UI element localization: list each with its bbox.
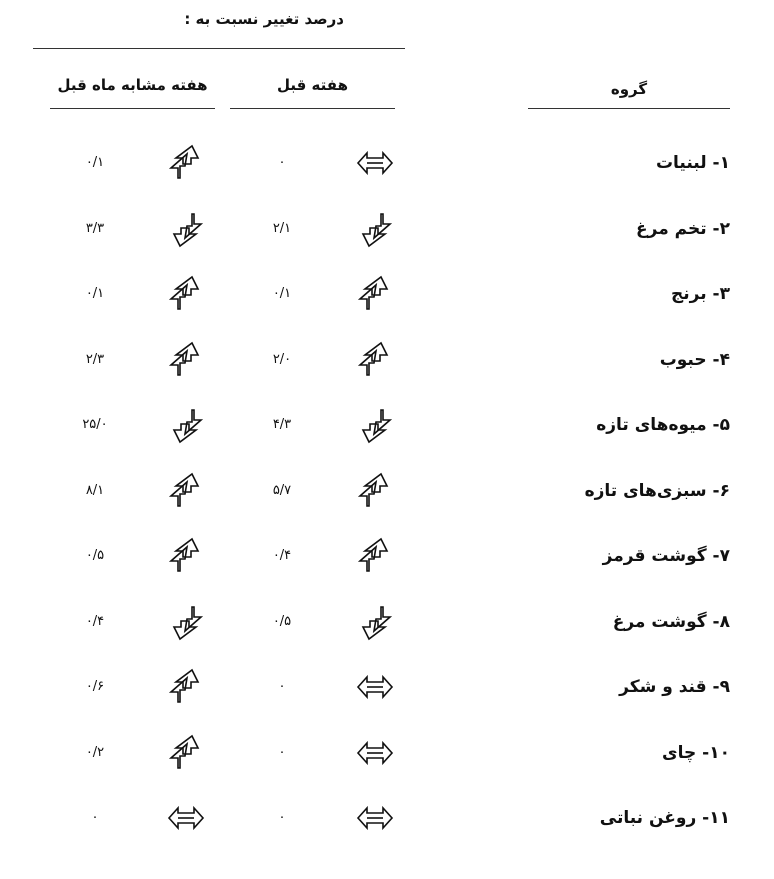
table-row [0, 471, 774, 511]
prev-week-value: ۰/۵ [272, 614, 292, 629]
double-arrow-icon [357, 801, 393, 835]
group-label: ۱۱- روغن نباتی [599, 808, 730, 828]
prev-month-value: ۳/۳ [85, 221, 105, 236]
arrow-down-icon [168, 605, 204, 639]
group-label: ۶- سبزی‌های تازه [584, 481, 730, 501]
prev-week-value: ۰/۱ [272, 286, 292, 301]
col-header-group: گروه [610, 80, 648, 98]
arrow-up-icon [357, 474, 393, 508]
group-label: ۵- میوه‌های تازه [596, 415, 730, 435]
table-row [0, 536, 774, 576]
col-header-prev-week: هفته قبل [277, 76, 348, 94]
prev-week-value: ۴/۳ [272, 417, 292, 432]
prev-week-value: ۵/۷ [272, 483, 292, 498]
arrow-up-icon [357, 539, 393, 573]
arrow-up-icon [168, 474, 204, 508]
group-label: ۴- حبوب [659, 350, 730, 370]
table-row [0, 602, 774, 642]
group-label: ۳- برنج [671, 284, 730, 304]
prev-month-value: ۲/۳ [85, 352, 105, 367]
table-row [0, 340, 774, 380]
prev-month-value: ۸/۱ [85, 483, 105, 498]
arrow-up-icon [168, 277, 204, 311]
arrow-down-icon [357, 605, 393, 639]
group-label: ۲- تخم مرغ [636, 219, 730, 239]
prev-week-value: ۲/۱ [272, 221, 292, 236]
table-row [0, 209, 774, 249]
table-row [0, 143, 774, 183]
col-rule-group [528, 108, 730, 109]
prev-week-value: ۰/۴ [272, 548, 292, 563]
table-row [0, 733, 774, 773]
prev-month-value: ۰/۱ [85, 155, 105, 170]
table-row [0, 405, 774, 445]
prev-month-value: ۰/۴ [85, 614, 105, 629]
prev-month-value: ۰ [91, 810, 99, 825]
double-arrow-icon [357, 670, 393, 704]
col-header-prev-month: هفته مشابه ماه قبل [57, 76, 208, 94]
prev-month-value: ۰/۲ [85, 745, 105, 760]
arrow-up-icon [168, 343, 204, 377]
group-label: ۱۰- چای [662, 743, 730, 763]
col-rule-prev-month [50, 108, 215, 109]
double-arrow-icon [357, 146, 393, 180]
group-label: ۸- گوشت مرغ [612, 612, 730, 632]
prev-week-value: ۰ [278, 679, 286, 694]
table-row [0, 667, 774, 707]
group-label: ۱- لبنیات [655, 153, 730, 173]
arrow-up-icon [168, 736, 204, 770]
arrow-up-icon [168, 146, 204, 180]
arrow-up-icon [168, 670, 204, 704]
prev-week-value: ۰ [278, 155, 286, 170]
table-row [0, 274, 774, 314]
arrow-down-icon [357, 212, 393, 246]
double-arrow-icon [168, 801, 204, 835]
prev-month-value: ۲۵/۰ [82, 417, 108, 432]
prev-week-value: ۲/۰ [272, 352, 292, 367]
arrow-up-icon [357, 343, 393, 377]
group-label: ۷- گوشت قرمز [602, 546, 730, 566]
arrow-down-icon [168, 212, 204, 246]
arrow-up-icon [168, 539, 204, 573]
table-row [0, 798, 774, 838]
prev-week-value: ۰ [278, 810, 286, 825]
header-title: درصد تغییر نسبت به : [184, 10, 344, 28]
prev-week-value: ۰ [278, 745, 286, 760]
arrow-up-icon [357, 277, 393, 311]
arrow-down-icon [357, 408, 393, 442]
col-rule-prev-week [230, 108, 395, 109]
arrow-down-icon [168, 408, 204, 442]
header-rule [33, 48, 405, 49]
prev-month-value: ۰/۱ [85, 286, 105, 301]
double-arrow-icon [357, 736, 393, 770]
group-label: ۹- قند و شکر [619, 677, 730, 697]
prev-month-value: ۰/۶ [85, 679, 105, 694]
prev-month-value: ۰/۵ [85, 548, 105, 563]
